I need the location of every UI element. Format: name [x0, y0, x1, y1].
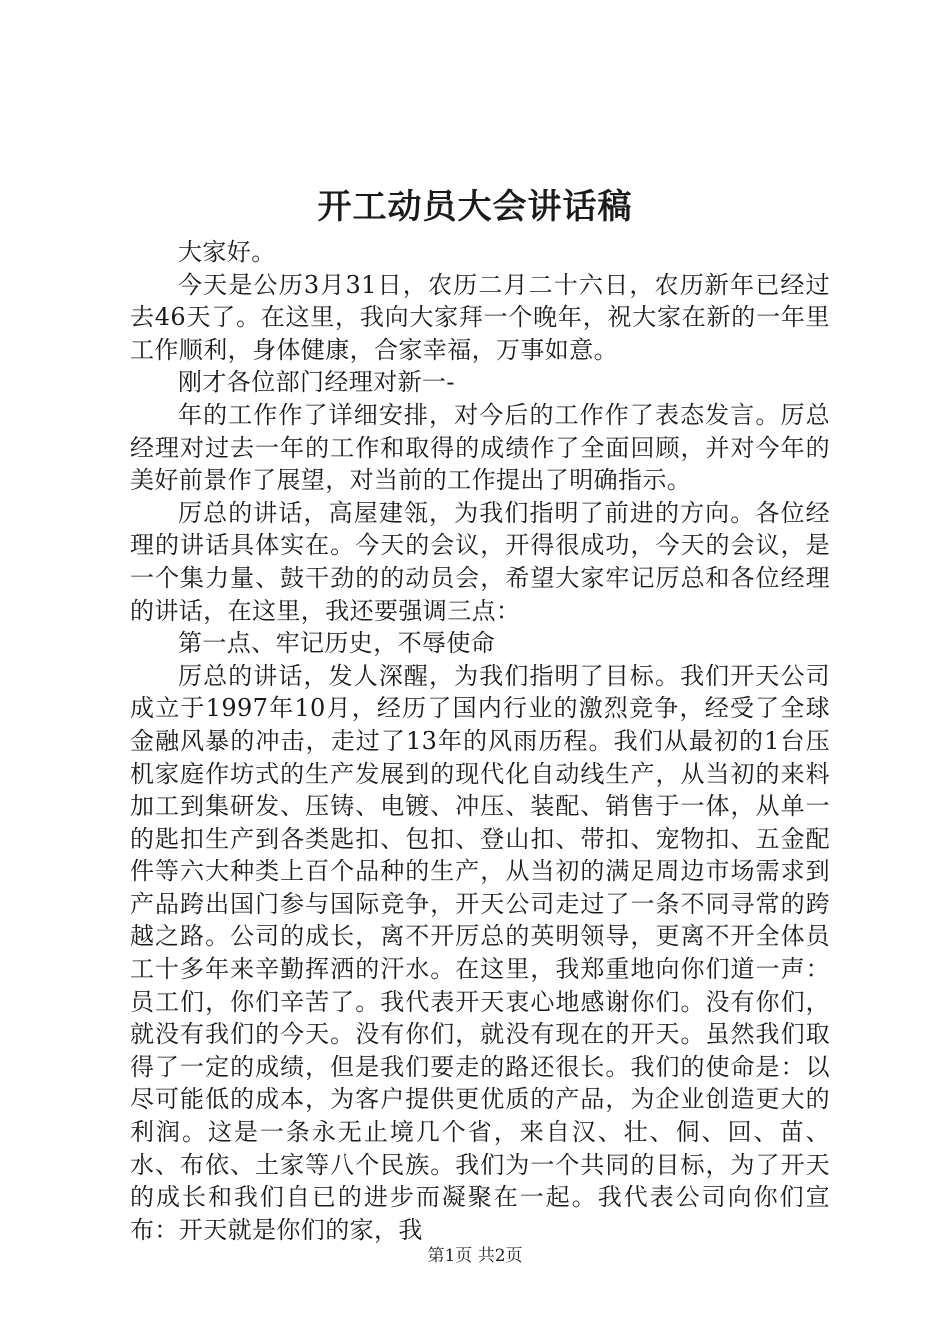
paragraph-company-history: 厉总的讲话，发人深醒，为我们指明了目标。我们开天公司成立于1997年10月，经历了国内行业的激烈竞争，经受了全球金融风暴的冲击，走过了13年的风雨历程。我们从最初的1台压机家庭作坊式的生产发展到的现代化自动线生产，从当初的来料加工到集研发、压铸、电镀、冲压、装配、销售于一体，从单一的匙扣生产到各类匙扣、包扣、登山扣、带扣、宠物扣、五金配件等六大种类上百个品种的生产，从当初的满足周边市场需求到产品跨出国门参与国际竞争，开天公司走过了一条不同寻常的跨越之路。公司的成长，离不开厉总的英明领导，更离不开全体员工十多年来辛勤挥洒的汗水。在这里，我郑重地向你们道一声：员工们，你们辛苦了。我代表开天衷心地感谢你们。没有你们，就没有我们的今天。没有你们，就没有现在的开天。虽然我们取得了一定的成绩，但是我们要走的路还很长。我们的使命是：以尽可能低的成本，为客户提供更优质的产品，为企业创造更大的利润。这是一条永无止境几个省，来自汉、壮、侗、回、苗、水、布依、土家等八个民族。我们为一个共同的目标，为了开天的成长和我们自已的进步而凝聚在一起。我代表公司向你们宣布：开天就是你们的家，我 [130, 661, 830, 1244]
paragraph-speech-summary: 厉总的讲话，高屋建瓴，为我们指明了前进的方向。各位经理的讲话具体实在。今天的会议，开得很成功，今天的会议，是一个集力量、鼓干劲的的动员会，希望大家牢记厉总和各位经理的讲话，在这里，我还要强调三点： [130, 498, 830, 625]
paragraph-date-greeting: 今天是公历3月31日，农历二月二十六日，农历新年已经过去46天了。在这里，我向大家拜一个晚年，祝大家在新的一年里工作顺利，身体健康，合家幸福，万事如意。 [130, 270, 830, 364]
page-number-footer: 第1页 共2页 [427, 1246, 523, 1266]
paragraph-work-review: 年的工作作了详细安排，对今后的工作作了表态发言。厉总经理对过去一年的工作和取得的成绩作了全面回顾，并对今年的美好前景作了展望，对当前的工作提出了明确指示。 [130, 400, 830, 495]
paragraph-managers-intro: 刚才各位部门经理对新一- [178, 368, 455, 397]
section-heading-point-one: 第一点、牢记历史，不辱使命 [178, 629, 496, 658]
paragraph-greeting: 大家好。 [178, 238, 276, 266]
document-body [130, 236, 830, 1246]
document-title: 开工动员大会讲话稿 [317, 187, 633, 227]
